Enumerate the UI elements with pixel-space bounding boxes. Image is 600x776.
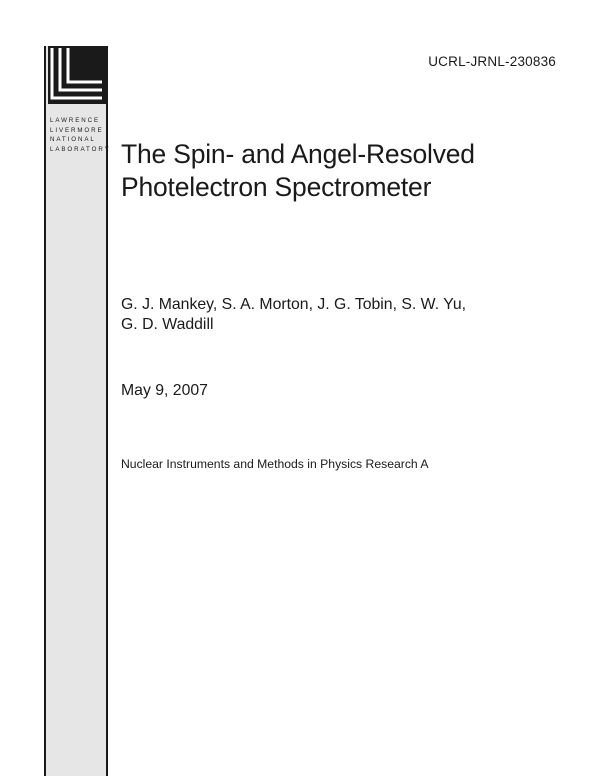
- lab-name-line: LIVERMORE: [50, 126, 104, 134]
- report-number: UCRL-JRNL-230836: [428, 54, 556, 69]
- lab-name-line: NATIONAL: [50, 136, 96, 144]
- author-line: G. J. Mankey, S. A. Morton, J. G. Tobin, S. W. Yu,: [121, 296, 467, 313]
- author-line: G. D. Waddill: [121, 315, 214, 333]
- lab-name-line: LAWRENCE: [50, 117, 101, 124]
- lab-name-line: LABORATORY: [50, 145, 111, 153]
- lab-name: [48, 116, 111, 154]
- title-line: Photelectron Spectrometer: [121, 172, 432, 202]
- document-date: May 9, 2007: [121, 382, 208, 399]
- author-list: [121, 295, 566, 334]
- title-line: The Spin- and Angel-Resolved: [121, 139, 475, 169]
- llnl-logo-icon: [48, 46, 106, 104]
- journal-name: Nuclear Instruments and Methods in Physics Research A: [121, 457, 429, 471]
- lab-sidebar: [44, 46, 111, 776]
- document-title: [121, 138, 561, 204]
